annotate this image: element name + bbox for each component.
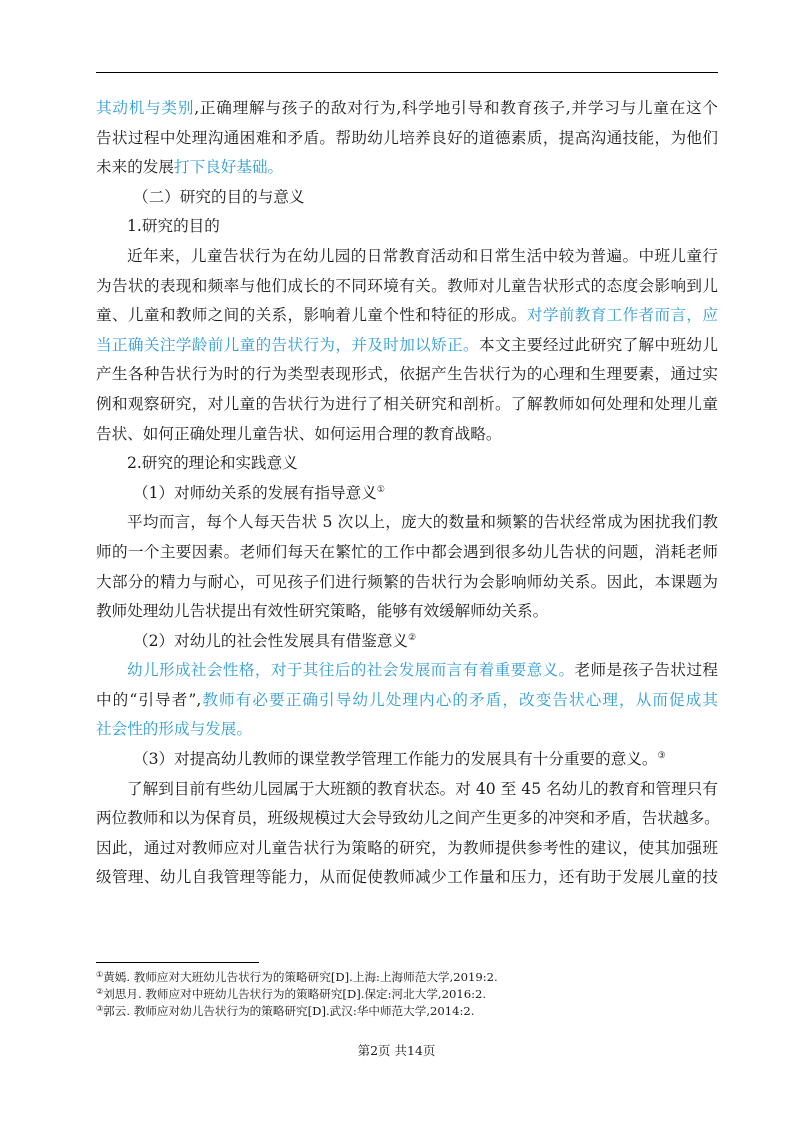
footnote-ref: ① [376,484,385,495]
text-line [96,834,718,864]
text-line [96,272,718,302]
footnote-mark: ③ [96,1004,104,1013]
text-span: 本文主要经过此研究了解中班幼儿 [478,335,718,354]
text-line [96,331,718,361]
text-span: 告状、如何正确处理儿童告状、如何运用合理的教育战略。 [96,424,502,443]
text-span: 师的一个主要因素。老师们每天在繁忙的工作中都会遇到很多幼儿告状的问题，消耗老师 [96,542,718,561]
text-span: 近年来，儿童告状行为在幼儿园的日常教育活动和日常生活中较为普遍。中班儿童行 [127,246,718,265]
footnote-ref: ② [408,632,417,643]
subsection-heading [96,479,718,509]
subsection-heading [96,449,718,479]
text-span: 两位教师和以为保育员，班级规模过大会导致幼儿之间产生更多的冲突和矛盾，告状越多。 [96,809,720,828]
text-line [96,775,718,805]
text-span: （3）对提高幼儿教师的课堂教学管理工作能力的发展具有十分重要的意义。 [133,750,658,769]
text-span: 未来的发展 [96,158,174,177]
footnote-text: 郭云. 教师应对幼儿告状行为的策略研究[D].武汉:华中师范大学,2014:2. [103,1004,475,1018]
footnote [96,969,718,986]
footnote-mark: ① [96,970,104,979]
text-line [96,124,718,154]
section-heading [96,183,718,213]
highlight-span: 社会性的形成与发展。 [96,720,252,739]
text-line [96,420,718,450]
text-span: 大部分的精力与耐心，可见孩子们进行频繁的告状行为会影响师幼关系。因此，本课题为 [96,572,718,591]
text-span: 产生各种告状行为时的行为类型表现形式，依据产生告状行为的心理和生理要素，通过实 [96,365,718,384]
text-line [96,508,718,538]
text-span: 老师是孩子告状过程 [574,661,718,680]
text-line [96,301,718,331]
text-span: 了解到目前有些幼儿园属于大班额的教育状态。对 40 至 45 名幼儿的教育和管理只有 [127,779,718,798]
text-span: ,正确理解与孩子的敌对行为,科学地引导和教育孩子,并学习与儿童在这个 [194,99,718,117]
highlight-span: 当正确关注学龄前儿童的告状行为，并及时加以矫正。 [96,335,479,354]
text-line [96,568,718,598]
footnote [96,1003,718,1020]
text-line [96,242,718,272]
body-text [96,94,718,893]
header-rule [96,72,718,73]
footnote-text: 刘思月. 教师应对中班幼儿告状行为的策略研究[D].保定:河北大学,2016:2. [103,987,487,1001]
text-line [96,94,718,124]
text-line [96,804,718,834]
footnote [96,986,718,1003]
text-line [96,863,718,893]
text-span: 为告状的表现和频率与他们成长的不同环境有关。教师对儿童告状形式的态度会影响到儿 [96,276,718,295]
text-line [96,715,718,745]
footnote-text: 黄嫣. 教师应对大班幼儿告状行为的策略研究[D].上海:上海师范大学,2019:2. [103,970,498,984]
highlight-span: 打下良好基础。 [173,158,284,177]
text-span: （1）对师幼关系的发展有指导意义 [133,483,377,502]
text-span: 2.研究的理论和实践意义 [127,454,298,473]
text-span: 中的“引导者”, [96,690,202,709]
text-line [96,538,718,568]
footnote-rule [96,962,259,963]
text-line [96,656,718,686]
text-span: 1.研究的目的 [127,217,220,236]
highlight-span: 幼儿形成社会性格，对于其往后的社会发展而言有着重要意义。 [127,661,575,680]
page-number: 第2页 共14页 [357,1043,436,1058]
footnote-ref: ③ [657,751,666,762]
text-span: （二）研究的目的与意义 [133,187,305,206]
subsection-heading [96,745,718,775]
footnote-mark: ② [96,987,104,996]
text-line [96,390,718,420]
highlight-span: 教师有必要正确引导幼儿处理内心的矛盾，改变告状心理，从而促成其 [201,690,718,709]
highlight-span: 对学前教育工作者而言，应 [526,306,718,325]
text-line [96,153,718,183]
text-span: 级管理、幼儿自我管理等能力，从而促使教师减少工作量和压力，还有助于发展儿童的技 [96,868,718,887]
text-line [96,597,718,627]
text-line [96,360,718,390]
text-span: （2）对幼儿的社会性发展具有借鉴意义 [133,631,409,650]
text-span: 教师处理幼儿告状提出有效性研究策略，能够有效缓解师幼关系。 [96,602,549,621]
footnotes [96,969,718,1020]
subsection-heading [96,627,718,657]
text-span: 童、儿童和教师之间的关系，影响着儿童个性和特征的形成。 [96,306,527,325]
text-line [96,686,718,716]
text-span: 告状过程中处理沟通困难和矛盾。帮助幼儿培养良好的道德素质，提高沟通技能，为他们 [96,128,718,147]
subsection-heading [96,212,718,242]
highlight-span: 其动机与类别 [96,99,195,117]
text-span: 例和观察研究，对儿童的告状行为进行了相关研究和剖析。了解教师如何处理和处理儿童 [96,394,718,413]
text-span: 因此，通过对教师应对儿童告状行为策略的研究，为教师提供参考性的建议，使其加强班 [96,838,718,857]
text-span: 平均而言，每个人每天告状 5 次以上，庞大的数量和频繁的告状经常成为困扰我们教 [127,513,718,532]
